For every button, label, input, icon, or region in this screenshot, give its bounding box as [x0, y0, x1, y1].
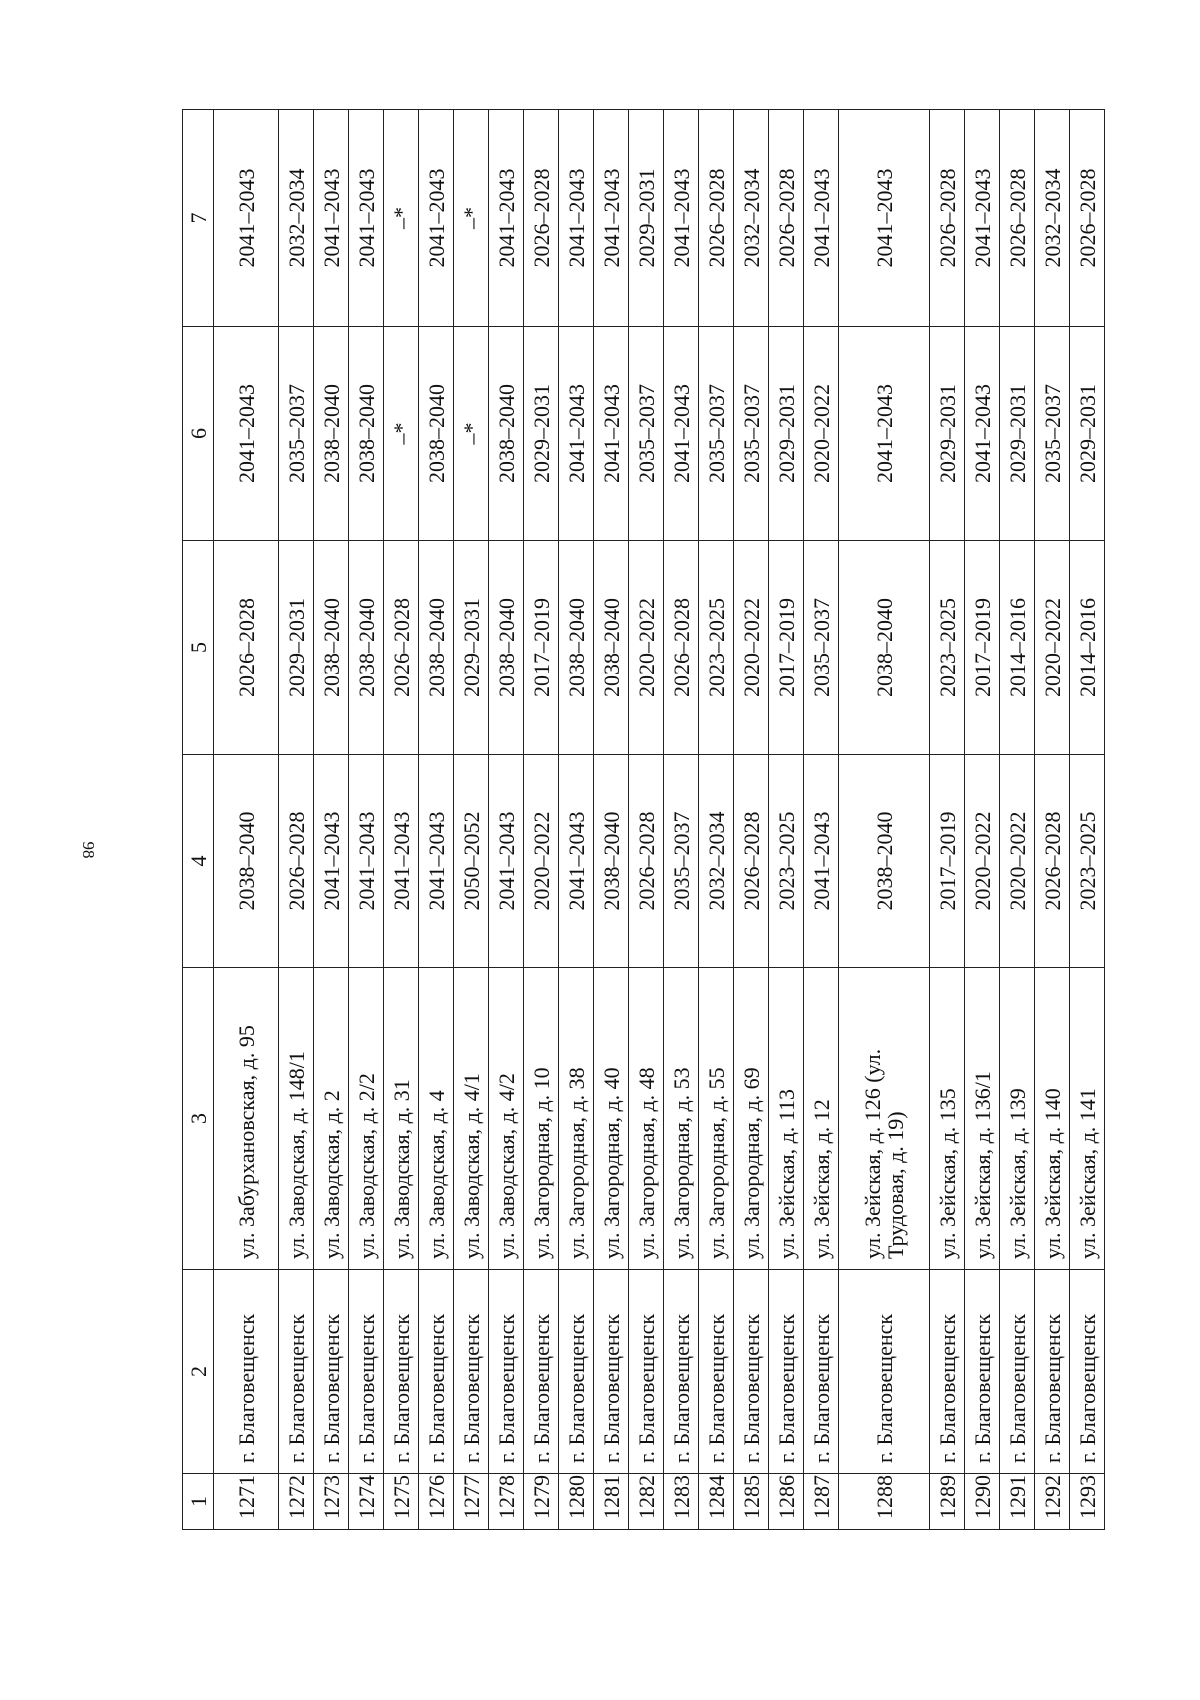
address-cell: ул. Заводская, д. 4/2 [489, 968, 524, 1270]
row-number-cell: 1276 [419, 1474, 454, 1530]
header-cell: 4 [183, 755, 214, 968]
period-cell: 2020–2022 [734, 541, 769, 755]
row-number-cell: 1274 [349, 1474, 384, 1530]
period-cell: 2041–2043 [214, 110, 279, 327]
row-number-cell: 1292 [1035, 1474, 1070, 1530]
period-cell: 2020–2022 [629, 541, 664, 755]
row-number-cell: 1283 [664, 1474, 699, 1530]
period-cell: 2041–2043 [559, 327, 594, 541]
table-row [1035, 110, 1070, 1530]
header-cell: 2 [183, 1270, 214, 1474]
period-cell: 2041–2043 [804, 110, 839, 327]
address-cell: ул. Зейская, д. 140 [1035, 968, 1070, 1270]
period-cell: 2026–2028 [1035, 755, 1070, 968]
row-number-cell: 1286 [769, 1474, 804, 1530]
period-cell: 2029–2031 [1070, 327, 1105, 541]
row-number-cell: 1273 [314, 1474, 349, 1530]
city-cell: г. Благовещенск [1035, 1270, 1070, 1474]
period-cell: 2041–2043 [594, 327, 629, 541]
city-cell: г. Благовещенск [1000, 1270, 1035, 1474]
table-row [489, 110, 524, 1530]
table-row [1070, 110, 1105, 1530]
row-number-cell: 1280 [559, 1474, 594, 1530]
header-cell: 7 [183, 110, 214, 327]
period-cell: –* [454, 110, 489, 327]
row-number-cell: 1281 [594, 1474, 629, 1530]
table-row [930, 110, 965, 1530]
period-cell: 2032–2034 [734, 110, 769, 327]
address-cell: ул. Зейская, д. 139 [1000, 968, 1035, 1270]
city-cell: г. Благовещенск [594, 1270, 629, 1474]
period-cell: 2041–2043 [349, 755, 384, 968]
address-cell: ул. Загородная, д. 53 [664, 968, 699, 1270]
period-cell: 2023–2025 [930, 541, 965, 755]
period-cell: 2026–2028 [769, 110, 804, 327]
period-cell: 2041–2043 [419, 110, 454, 327]
period-cell: 2035–2037 [629, 327, 664, 541]
table-body [183, 110, 1105, 1530]
city-cell: г. Благовещенск [664, 1270, 699, 1474]
registry-table-container [182, 110, 1100, 1530]
period-cell: 2020–2022 [524, 755, 559, 968]
row-number-cell: 1271 [214, 1474, 279, 1530]
period-cell: 2017–2019 [930, 755, 965, 968]
table-row [804, 110, 839, 1530]
city-cell: г. Благовещенск [314, 1270, 349, 1474]
address-cell: ул. Загородная, д. 69 [734, 968, 769, 1270]
table-row [384, 110, 419, 1530]
period-cell: 2041–2043 [559, 755, 594, 968]
row-number-cell: 1282 [629, 1474, 664, 1530]
period-cell: 2038–2040 [419, 541, 454, 755]
period-cell: 2035–2037 [279, 327, 314, 541]
address-cell: ул. Зейская, д. 113 [769, 968, 804, 1270]
period-cell: 2041–2043 [489, 755, 524, 968]
period-cell: 2020–2022 [1000, 755, 1035, 968]
row-number-cell: 1291 [1000, 1474, 1035, 1530]
city-cell: г. Благовещенск [349, 1270, 384, 1474]
period-cell: 2026–2028 [734, 755, 769, 968]
address-cell: ул. Заводская, д. 4 [419, 968, 454, 1270]
period-cell: 2032–2034 [279, 110, 314, 327]
row-number-cell: 1288 [839, 1474, 930, 1530]
period-cell: 2026–2028 [629, 755, 664, 968]
address-cell: ул. Зейская, д. 136/1 [965, 968, 1000, 1270]
city-cell: г. Благовещенск [734, 1270, 769, 1474]
period-cell: –* [384, 110, 419, 327]
period-cell: 2014–2016 [1000, 541, 1035, 755]
city-cell: г. Благовещенск [524, 1270, 559, 1474]
period-cell: 2026–2028 [664, 541, 699, 755]
period-cell: 2029–2031 [454, 541, 489, 755]
address-cell: ул. Заводская, д. 148/1 [279, 968, 314, 1270]
period-cell: 2029–2031 [279, 541, 314, 755]
period-cell: 2038–2040 [349, 541, 384, 755]
period-cell: 2038–2040 [489, 327, 524, 541]
period-cell: 2038–2040 [839, 541, 930, 755]
period-cell: 2032–2034 [1035, 110, 1070, 327]
period-cell: 2038–2040 [489, 541, 524, 755]
period-cell: 2038–2040 [594, 755, 629, 968]
period-cell: 2035–2037 [664, 755, 699, 968]
registry-table [182, 109, 1105, 1530]
row-number-cell: 1285 [734, 1474, 769, 1530]
city-cell: г. Благовещенск [559, 1270, 594, 1474]
table-row [349, 110, 384, 1530]
address-cell: ул. Зейская, д. 12 [804, 968, 839, 1270]
table-header-row [183, 110, 214, 1530]
period-cell: 2020–2022 [804, 327, 839, 541]
address-cell: ул. Заводская, д. 4/1 [454, 968, 489, 1270]
period-cell: 2029–2031 [1000, 327, 1035, 541]
header-cell: 6 [183, 327, 214, 541]
address-cell: ул. Забурхановская, д. 95 [214, 968, 279, 1270]
city-cell: г. Благовещенск [1070, 1270, 1105, 1474]
period-cell: 2026–2028 [1070, 110, 1105, 327]
period-cell: 2035–2037 [734, 327, 769, 541]
period-cell: 2041–2043 [489, 110, 524, 327]
address-cell: ул. Загородная, д. 10 [524, 968, 559, 1270]
city-cell: г. Благовещенск [489, 1270, 524, 1474]
period-cell: 2041–2043 [314, 110, 349, 327]
address-cell: ул. Загородная, д. 40 [594, 968, 629, 1270]
period-cell: 2041–2043 [384, 755, 419, 968]
period-cell: 2035–2037 [699, 327, 734, 541]
address-cell: ул. Заводская, д. 31 [384, 968, 419, 1270]
period-cell: 2023–2025 [699, 541, 734, 755]
period-cell: 2026–2028 [214, 541, 279, 755]
table-row [279, 110, 314, 1530]
period-cell: 2029–2031 [629, 110, 664, 327]
city-cell: г. Благовещенск [419, 1270, 454, 1474]
period-cell: 2029–2031 [524, 327, 559, 541]
row-number-cell: 1277 [454, 1474, 489, 1530]
table-row [699, 110, 734, 1530]
period-cell: 2041–2043 [965, 110, 1000, 327]
city-cell: г. Благовещенск [629, 1270, 664, 1474]
city-cell: г. Благовещенск [454, 1270, 489, 1474]
period-cell: 2035–2037 [804, 541, 839, 755]
city-cell: г. Благовещенск [930, 1270, 965, 1474]
period-cell: –* [454, 327, 489, 541]
header-cell: 5 [183, 541, 214, 755]
period-cell: 2038–2040 [314, 327, 349, 541]
period-cell: 2041–2043 [214, 327, 279, 541]
table-row [594, 110, 629, 1530]
row-number-cell: 1279 [524, 1474, 559, 1530]
row-number-cell: 1287 [804, 1474, 839, 1530]
period-cell: 2020–2022 [965, 755, 1000, 968]
period-cell: 2023–2025 [769, 755, 804, 968]
header-cell: 1 [183, 1474, 214, 1530]
address-cell: ул. Загородная, д. 38 [559, 968, 594, 1270]
period-cell: 2032–2034 [699, 755, 734, 968]
period-cell: 2017–2019 [524, 541, 559, 755]
period-cell: 2026–2028 [930, 110, 965, 327]
period-cell: 2026–2028 [1000, 110, 1035, 327]
table-row [454, 110, 489, 1530]
period-cell: 2041–2043 [664, 327, 699, 541]
period-cell: 2041–2043 [839, 327, 930, 541]
row-number-cell: 1293 [1070, 1474, 1105, 1530]
period-cell: 2026–2028 [524, 110, 559, 327]
period-cell: 2029–2031 [930, 327, 965, 541]
city-cell: г. Благовещенск [769, 1270, 804, 1474]
period-cell: 2041–2043 [664, 110, 699, 327]
table-row [734, 110, 769, 1530]
period-cell: 2041–2043 [804, 755, 839, 968]
city-cell: г. Благовещенск [214, 1270, 279, 1474]
row-number-cell: 1272 [279, 1474, 314, 1530]
address-cell: ул. Заводская, д. 2 [314, 968, 349, 1270]
period-cell: 2038–2040 [349, 327, 384, 541]
address-cell: ул. Загородная, д. 48 [629, 968, 664, 1270]
table-row [419, 110, 454, 1530]
table-row [664, 110, 699, 1530]
city-cell: г. Благовещенск [804, 1270, 839, 1474]
period-cell: 2041–2043 [419, 755, 454, 968]
address-cell: ул. Заводская, д. 2/2 [349, 968, 384, 1270]
city-cell: г. Благовещенск [839, 1270, 930, 1474]
period-cell: 2038–2040 [314, 541, 349, 755]
period-cell: 2038–2040 [214, 755, 279, 968]
address-cell: ул. Зейская, д. 126 (ул. Трудовая, д. 19) [839, 968, 930, 1270]
period-cell: 2041–2043 [559, 110, 594, 327]
period-cell: 2050–2052 [454, 755, 489, 968]
address-cell: ул. Зейская, д. 135 [930, 968, 965, 1270]
period-cell: 2041–2043 [349, 110, 384, 327]
header-cell: 3 [183, 968, 214, 1270]
period-cell: 2017–2019 [965, 541, 1000, 755]
row-number-cell: 1289 [930, 1474, 965, 1530]
city-cell: г. Благовещенск [384, 1270, 419, 1474]
period-cell: 2023–2025 [1070, 755, 1105, 968]
row-number-cell: 1278 [489, 1474, 524, 1530]
row-number-cell: 1290 [965, 1474, 1000, 1530]
row-number-cell: 1284 [699, 1474, 734, 1530]
period-cell: 2026–2028 [384, 541, 419, 755]
page-number: 98 [79, 841, 98, 859]
table-row [629, 110, 664, 1530]
table-row [839, 110, 930, 1530]
address-cell: ул. Зейская, д. 141 [1070, 968, 1105, 1270]
period-cell: 2035–2037 [1035, 327, 1070, 541]
period-cell: 2038–2040 [559, 541, 594, 755]
city-cell: г. Благовещенск [279, 1270, 314, 1474]
period-cell: 2038–2040 [419, 327, 454, 541]
city-cell: г. Благовещенск [699, 1270, 734, 1474]
period-cell: 2038–2040 [839, 755, 930, 968]
period-cell: 2029–2031 [769, 327, 804, 541]
period-cell: 2038–2040 [594, 541, 629, 755]
period-cell: 2041–2043 [594, 110, 629, 327]
table-row [559, 110, 594, 1530]
period-cell: 2017–2019 [769, 541, 804, 755]
table-row [769, 110, 804, 1530]
table-row [314, 110, 349, 1530]
table-row [1000, 110, 1035, 1530]
period-cell: 2026–2028 [699, 110, 734, 327]
period-cell: 2014–2016 [1070, 541, 1105, 755]
table-row [524, 110, 559, 1530]
address-cell: ул. Загородная, д. 55 [699, 968, 734, 1270]
period-cell: –* [384, 327, 419, 541]
row-number-cell: 1275 [384, 1474, 419, 1530]
period-cell: 2020–2022 [1035, 541, 1070, 755]
period-cell: 2041–2043 [839, 110, 930, 327]
period-cell: 2041–2043 [314, 755, 349, 968]
period-cell: 2026–2028 [279, 755, 314, 968]
period-cell: 2041–2043 [965, 327, 1000, 541]
city-cell: г. Благовещенск [965, 1270, 1000, 1474]
table-row [965, 110, 1000, 1530]
table-row [214, 110, 279, 1530]
